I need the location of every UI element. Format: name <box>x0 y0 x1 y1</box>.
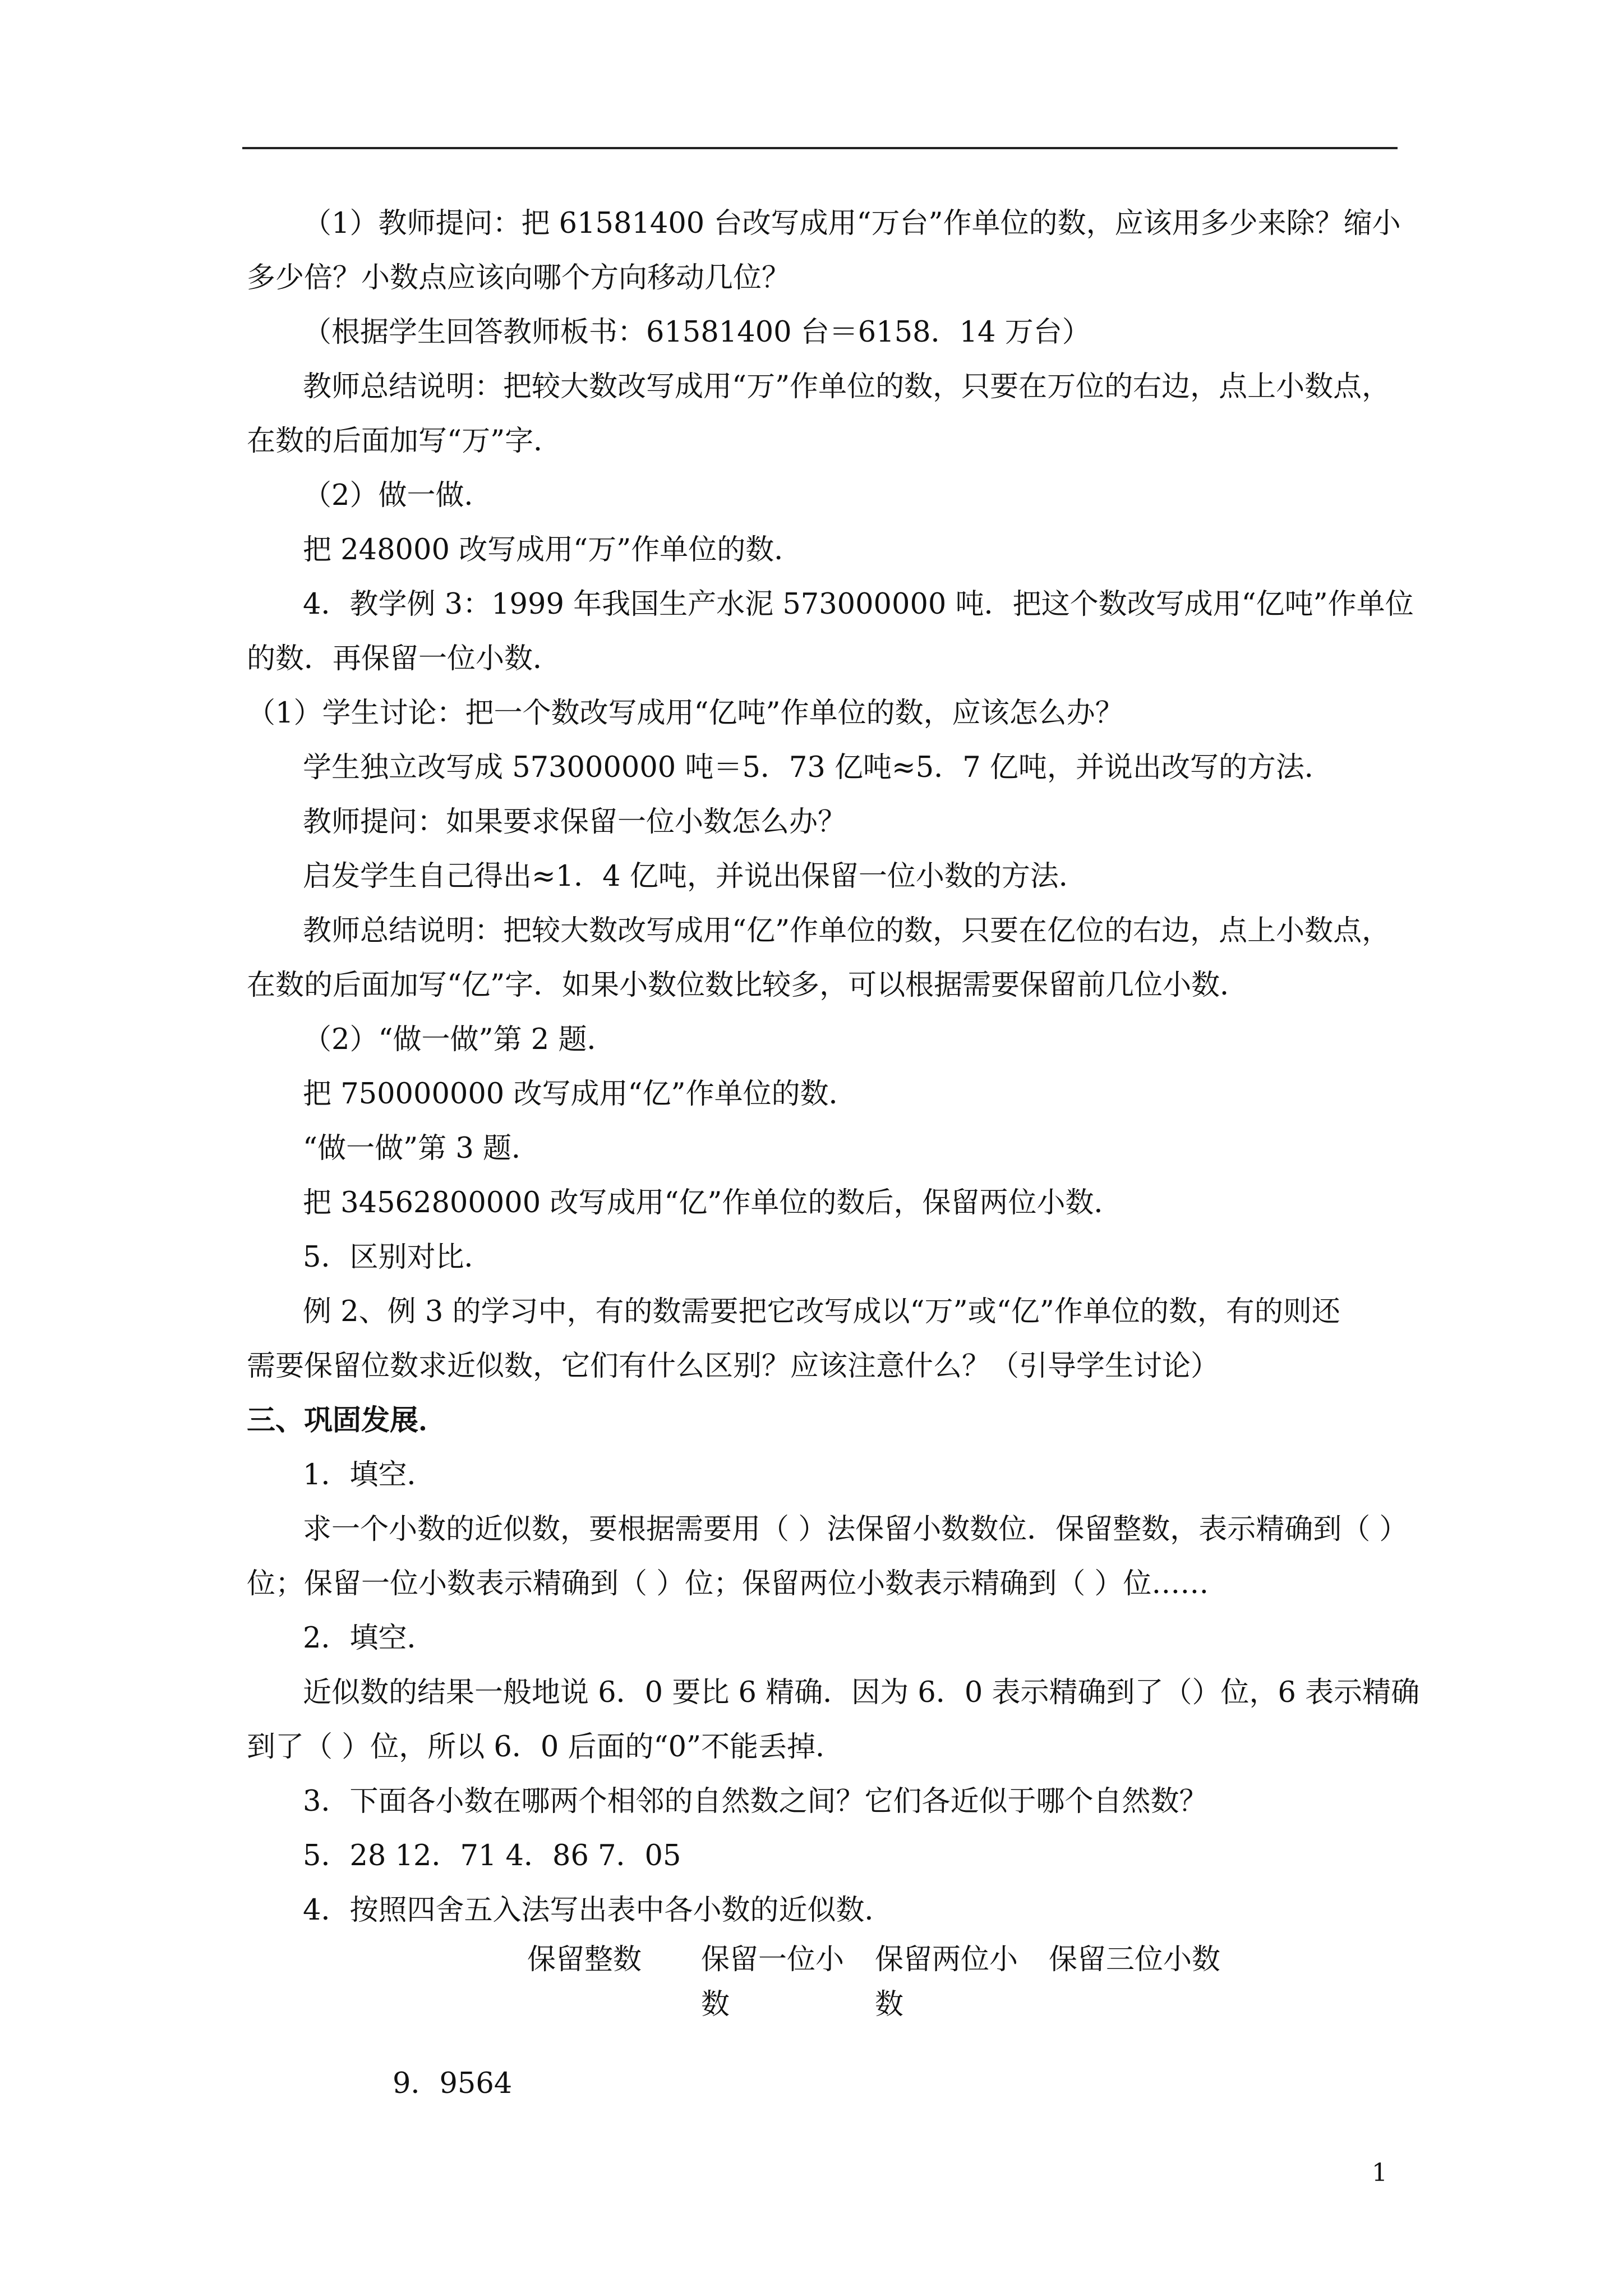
paragraph-line: （2）做一做． <box>303 479 493 512</box>
document-body <box>247 196 1420 2111</box>
paragraph-line: 教师总结说明：把较大数改写成用“万”作单位的数，只要在万位的右边，点上小数点， <box>303 370 1391 403</box>
table-header-cell: 保留一位小 数 <box>701 1943 845 2021</box>
paragraph-line: 需要保留位数求近似数，它们有什么区别？应该注意什么？（引导学生讨论） <box>247 1350 1220 1383</box>
paragraph-line: 5．28 12．71 4．86 7．05 <box>303 1839 681 1872</box>
paragraph-line: 2．填空． <box>303 1622 436 1655</box>
paragraph-line: 教师总结说明：把较大数改写成用“亿”作单位的数，只要在亿位的右边，点上小数点， <box>303 914 1391 947</box>
paragraph-line: 在数的后面加写“万”字． <box>247 425 562 458</box>
paragraph-line: 4．按照四舍五入法写出表中各小数的近似数． <box>303 1894 893 1927</box>
paragraph-line: 三、巩固发展． <box>247 1404 448 1437</box>
paragraph-line: 位；保留一位小数表示精确到（ ）位；保留两位小数表示精确到（ ）位…… <box>247 1567 1209 1600</box>
paragraph-line: 的数．再保留一位小数． <box>247 642 562 675</box>
paragraph-line: 1．填空． <box>303 1458 436 1492</box>
table-row-label: 9．9564 <box>393 2067 513 2100</box>
paragraph-line: 5．区别对比． <box>303 1241 493 1274</box>
page-number: 1 <box>1372 2159 1387 2187</box>
paragraph-line: 3．下面各小数在哪两个相邻的自然数之间？它们各近似于哪个自然数？ <box>303 1785 1208 1818</box>
paragraph-line: 例 2、例 3 的学习中，有的数需要把它改写成以“万”或“亿”作单位的数，有的则还 <box>303 1295 1340 1328</box>
paragraph-line: （根据学生回答教师板书：61581400 台＝6158．14 万台） <box>303 316 1091 349</box>
paragraph-line: 在数的后面加写“亿”字．如果小数位数比较多，可以根据需要保留前几位小数． <box>247 969 1249 1002</box>
paragraph-line: 教师提问：如果要求保留一位小数怎么办？ <box>303 806 847 839</box>
table-header-cell: 保留整数 <box>527 1943 642 1976</box>
paragraph-line: 到了（ ）位，所以 6．0 后面的“0”不能丢掉． <box>247 1731 845 1764</box>
paragraph-line: 把 248000 改写成用“万”作单位的数． <box>303 533 803 567</box>
paragraph-line: 启发学生自己得出≈1．4 亿吨，并说出保留一位小数的方法． <box>303 860 1087 893</box>
table-header-cell: 保留三位小数 <box>1049 1943 1221 1976</box>
paragraph-line: 求一个小数的近似数，要根据需要用（ ）法保留小数数位．保留整数，表示精确到（ ） <box>303 1513 1408 1546</box>
paragraph-line: 4．教学例 3：1999 年我国生产水泥 573000000 吨．把这个数改写成用“亿吨”作单位 <box>303 588 1414 621</box>
paragraph-line: 把 34562800000 改写成用“亿”作单位的数后，保留两位小数． <box>303 1186 1123 1220</box>
table-header <box>247 1938 1396 2050</box>
paragraph-line: （1）学生讨论：把一个数改写成用“亿吨”作单位的数，应该怎么办？ <box>247 697 1124 730</box>
paragraph-line: 多少倍？小数点应该向哪个方向移动几位？ <box>247 261 791 295</box>
paragraph-line: 把 750000000 改写成用“亿”作单位的数． <box>303 1078 857 1111</box>
paragraph-line: （1）教师提问：把 61581400 台改写成用“万台”作单位的数，应该用多少来除？缩小 <box>303 207 1401 240</box>
paragraph-line: 学生独立改写成 573000000 吨＝5．73 亿吨≈5．7 亿吨，并说出改写的方法． <box>303 751 1333 784</box>
paragraph-line: 近似数的结果一般地说 6．0 要比 6 精确．因为 6．0 表示精确到了（）位，6 表示精确 <box>303 1676 1420 1709</box>
header-rule <box>242 147 1398 149</box>
paragraph-line: “做一做”第 3 题． <box>303 1132 541 1165</box>
table-header-cell: 保留两位小 数 <box>875 1943 1018 2021</box>
paragraph-line: （2）“做一做”第 2 题． <box>303 1023 616 1056</box>
